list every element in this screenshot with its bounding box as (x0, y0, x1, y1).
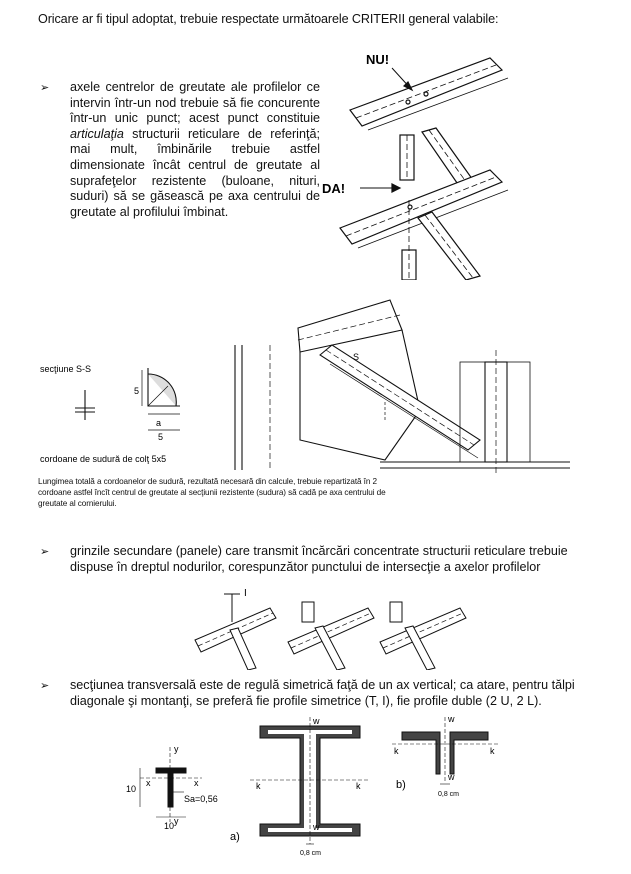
label-b: b) (396, 779, 406, 791)
label-a: a) (230, 831, 240, 843)
bullet-marker: ➢ (40, 680, 50, 692)
axis-k-left-b: k (394, 746, 399, 756)
dim-5-horizontal: 5 (158, 432, 164, 442)
cross-section-figure (120, 712, 540, 862)
weld-label: cordoane de sudură de colţ 5x5 (40, 454, 167, 464)
axis-k-left-a: k (256, 781, 261, 791)
weld-caption: Lungimea totală a cordoanelor de sudură, rezultată necesară din calcule, trebuie repartizată în 2 cordoane astfel încît centrul de greutate al secţiunii rezistente (sudura) să cadă pe axa centrului de greutate al cornierului. (38, 477, 386, 508)
purlin-figure (190, 580, 470, 670)
joint-axis-figure (320, 40, 520, 280)
axis-w-top-b: w (448, 714, 455, 724)
bullet1-emphasis: articulaţia (70, 126, 124, 141)
axis-x-right: x (194, 778, 199, 788)
axis-w-top-a: w (313, 716, 320, 726)
bullet2-text: grinzile secundare (panele) care transmit încărcări concentrate structurii reticulare trebuie dispuse în dreptul nodurilor, corespunzător punctului de intersecţie a axelor profilelor (70, 544, 568, 574)
dim-10-horizontal: 10 (164, 821, 175, 831)
bullet3-text: secţiunea transversală este de regulă simetrică faţă de un ax vertical; ca atare, pentru tălpi diagonale şi montanţi, se preferă fie profile simetrice (T, I), fie profile duble (2 U, 2 L). (70, 678, 575, 708)
dim-a: a (156, 418, 162, 428)
axis-w-bottom-a: w (313, 822, 320, 832)
label-i-profile: I (244, 588, 247, 599)
label-no: NU! (366, 52, 390, 67)
bullet1-text: axele centrelor de greutate ale profilelor ce intervin într-un nod trebuie să fie concurente într-un unic punct; acest punct constituie articulaţia structurii reticulare de referinţă; mai mult, îmbinările trebuie astfel dimensionate încât centrul de greutate al suprafeţelor rezistente (buloane, nituri, suduri) să se găsească pe axa centrului de greutate al profilului îmbinat. (70, 80, 320, 219)
axis-y-top: y (174, 744, 179, 754)
axis-w-bottom-b: w (448, 772, 455, 782)
dim-10-vertical: 10 (126, 784, 137, 794)
dim-5-vertical: 5 (134, 386, 140, 396)
axis-x-left: x (146, 778, 151, 788)
label-yes: DA! (322, 181, 346, 196)
axis-y-bottom: y (174, 816, 179, 826)
gap-a: 0,8 cm (300, 850, 322, 857)
sa-label: Sa=0,56 (184, 794, 218, 804)
intro-text: Oricare ar fi tipul adoptat, trebuie respectate următoarele CRITERII general valabile: (38, 12, 499, 26)
section-title: secţiune S-S (40, 364, 92, 374)
bullet-marker: ➢ (40, 546, 50, 558)
axis-k-right-a: k (356, 781, 361, 791)
section-mark-s: S (353, 352, 360, 362)
axis-k-right-b: k (490, 746, 495, 756)
weld-detail-figure (30, 290, 590, 475)
gap-b: 0,8 cm (438, 791, 460, 798)
bullet-marker: ➢ (40, 82, 50, 94)
